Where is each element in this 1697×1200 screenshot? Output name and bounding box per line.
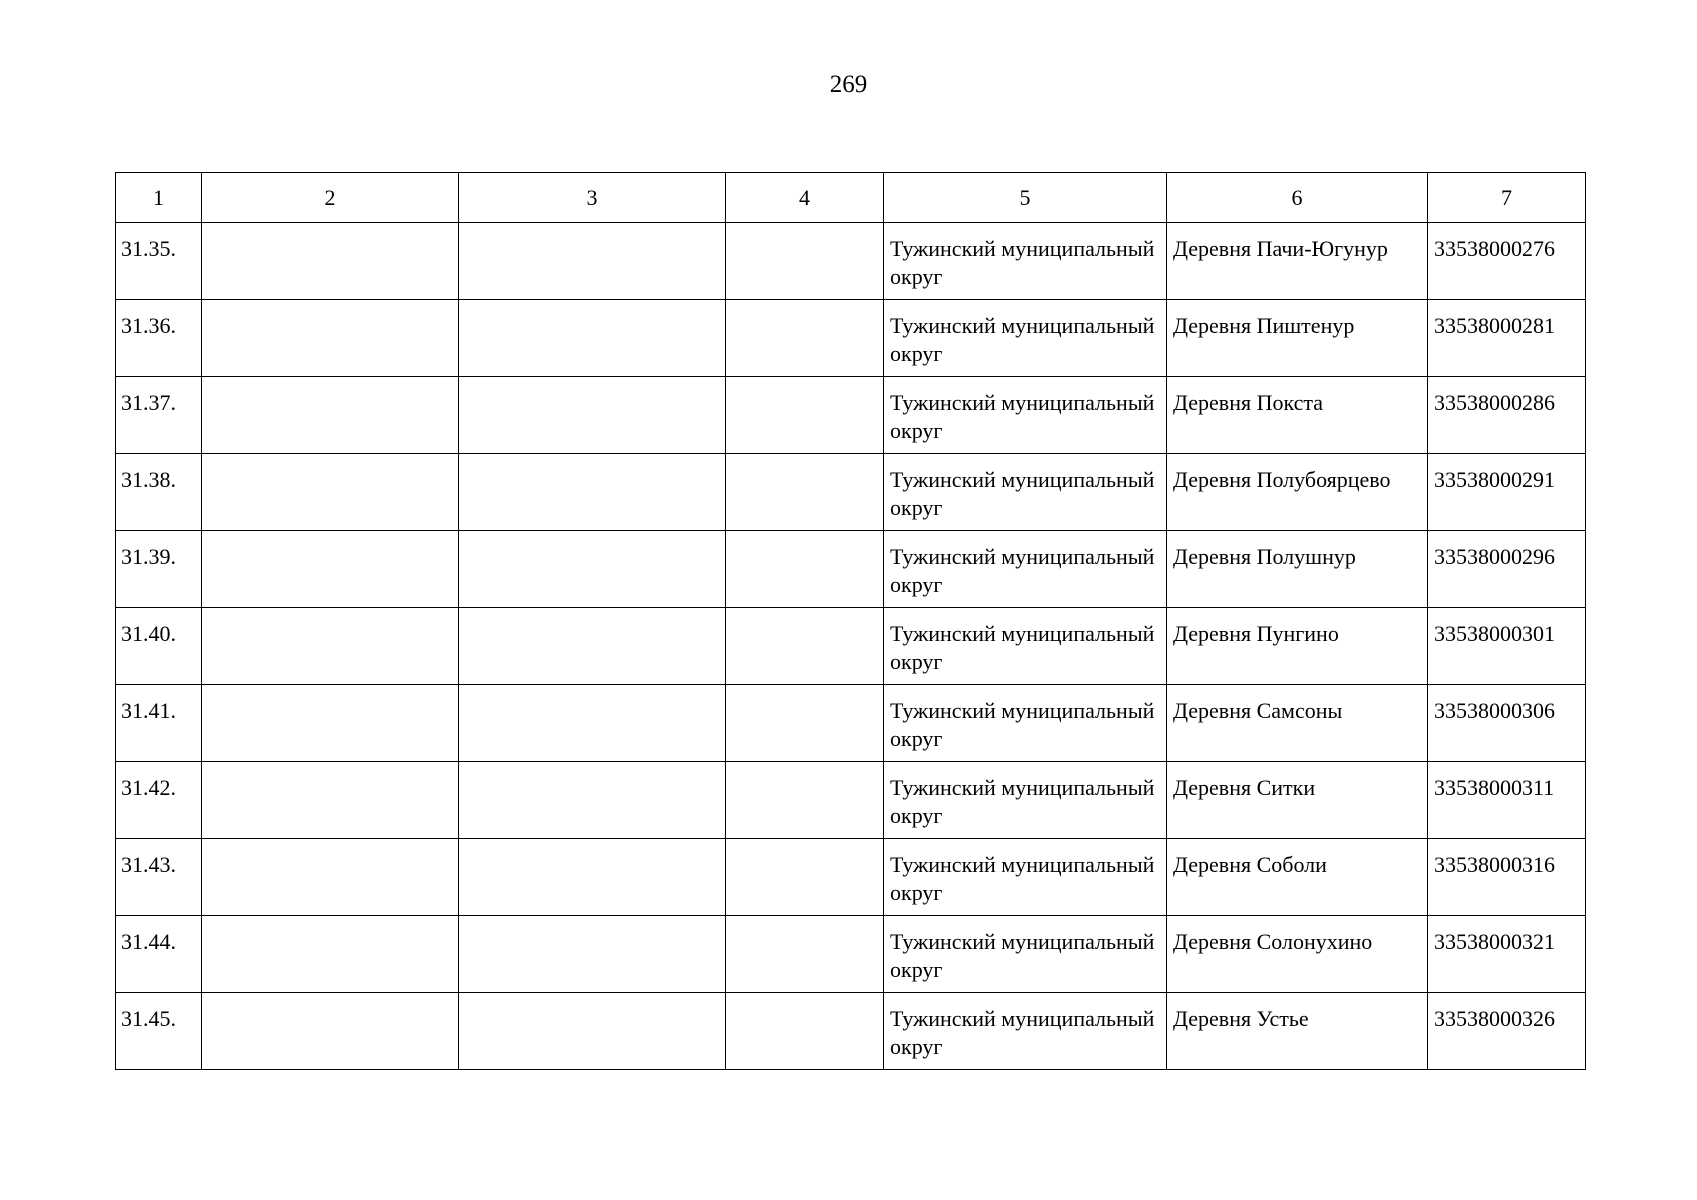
column-header-2: 2 xyxy=(202,173,459,223)
district-cell: Тужинский муниципальный округ xyxy=(884,916,1167,993)
table-row xyxy=(116,377,1586,454)
row-number-cell: 31.35. xyxy=(116,223,202,300)
column-2-cell xyxy=(202,377,459,454)
table-row xyxy=(116,454,1586,531)
column-4-cell xyxy=(726,300,884,377)
table-row xyxy=(116,223,1586,300)
oktmo-code-cell: 33538000316 xyxy=(1428,839,1586,916)
column-3-cell xyxy=(459,993,726,1070)
column-2-cell xyxy=(202,454,459,531)
oktmo-code-cell: 33538000301 xyxy=(1428,608,1586,685)
oktmo-code-cell: 33538000306 xyxy=(1428,685,1586,762)
settlement-cell: Деревня Самсоны xyxy=(1167,685,1428,762)
column-2-cell xyxy=(202,223,459,300)
district-cell: Тужинский муниципальный округ xyxy=(884,993,1167,1070)
column-4-cell xyxy=(726,685,884,762)
district-cell: Тужинский муниципальный округ xyxy=(884,839,1167,916)
column-4-cell xyxy=(726,608,884,685)
table-row xyxy=(116,993,1586,1070)
oktmo-code-cell: 33538000286 xyxy=(1428,377,1586,454)
settlement-cell: Деревня Устье xyxy=(1167,993,1428,1070)
row-number-cell: 31.36. xyxy=(116,300,202,377)
row-number-cell: 31.40. xyxy=(116,608,202,685)
column-3-cell xyxy=(459,685,726,762)
registry-table xyxy=(115,172,1586,1070)
column-2-cell xyxy=(202,762,459,839)
row-number-cell: 31.44. xyxy=(116,916,202,993)
column-4-cell xyxy=(726,531,884,608)
column-3-cell xyxy=(459,531,726,608)
row-number-cell: 31.37. xyxy=(116,377,202,454)
header-row xyxy=(116,173,1586,223)
column-2-cell xyxy=(202,685,459,762)
column-header-7: 7 xyxy=(1428,173,1586,223)
oktmo-code-cell: 33538000311 xyxy=(1428,762,1586,839)
column-3-cell xyxy=(459,454,726,531)
settlement-cell: Деревня Ситки xyxy=(1167,762,1428,839)
row-number-cell: 31.42. xyxy=(116,762,202,839)
column-3-cell xyxy=(459,839,726,916)
column-2-cell xyxy=(202,916,459,993)
settlement-cell: Деревня Пачи-Югунур xyxy=(1167,223,1428,300)
district-cell: Тужинский муниципальный округ xyxy=(884,608,1167,685)
settlement-cell: Деревня Пиштенур xyxy=(1167,300,1428,377)
district-cell: Тужинский муниципальный округ xyxy=(884,300,1167,377)
oktmo-code-cell: 33538000291 xyxy=(1428,454,1586,531)
settlement-cell: Деревня Соболи xyxy=(1167,839,1428,916)
table-row xyxy=(116,685,1586,762)
column-2-cell xyxy=(202,608,459,685)
column-4-cell xyxy=(726,916,884,993)
column-3-cell xyxy=(459,223,726,300)
oktmo-code-cell: 33538000296 xyxy=(1428,531,1586,608)
column-4-cell xyxy=(726,993,884,1070)
oktmo-code-cell: 33538000321 xyxy=(1428,916,1586,993)
oktmo-code-cell: 33538000281 xyxy=(1428,300,1586,377)
row-number-cell: 31.38. xyxy=(116,454,202,531)
table-header xyxy=(116,173,1586,223)
row-number-cell: 31.39. xyxy=(116,531,202,608)
table-body xyxy=(116,223,1586,1070)
district-cell: Тужинский муниципальный округ xyxy=(884,223,1167,300)
column-header-5: 5 xyxy=(884,173,1167,223)
table-row xyxy=(116,300,1586,377)
district-cell: Тужинский муниципальный округ xyxy=(884,454,1167,531)
settlement-cell: Деревня Пунгино xyxy=(1167,608,1428,685)
column-2-cell xyxy=(202,531,459,608)
oktmo-code-cell: 33538000326 xyxy=(1428,993,1586,1070)
column-4-cell xyxy=(726,762,884,839)
column-header-6: 6 xyxy=(1167,173,1428,223)
settlement-cell: Деревня Покста xyxy=(1167,377,1428,454)
district-cell: Тужинский муниципальный округ xyxy=(884,377,1167,454)
row-number-cell: 31.45. xyxy=(116,993,202,1070)
column-3-cell xyxy=(459,608,726,685)
page-number: 269 xyxy=(829,71,868,98)
column-2-cell xyxy=(202,993,459,1070)
column-header-1: 1 xyxy=(116,173,202,223)
row-number-cell: 31.43. xyxy=(116,839,202,916)
settlement-cell: Деревня Солонухино xyxy=(1167,916,1428,993)
table-row xyxy=(116,839,1586,916)
column-2-cell xyxy=(202,300,459,377)
column-header-4: 4 xyxy=(726,173,884,223)
settlement-cell: Деревня Полубоярцево xyxy=(1167,454,1428,531)
district-cell: Тужинский муниципальный округ xyxy=(884,531,1167,608)
table-row xyxy=(116,531,1586,608)
column-3-cell xyxy=(459,300,726,377)
column-2-cell xyxy=(202,839,459,916)
district-cell: Тужинский муниципальный округ xyxy=(884,762,1167,839)
column-4-cell xyxy=(726,839,884,916)
column-header-3: 3 xyxy=(459,173,726,223)
district-cell: Тужинский муниципальный округ xyxy=(884,685,1167,762)
row-number-cell: 31.41. xyxy=(116,685,202,762)
column-4-cell xyxy=(726,454,884,531)
column-3-cell xyxy=(459,916,726,993)
table-row xyxy=(116,608,1586,685)
settlement-cell: Деревня Полушнур xyxy=(1167,531,1428,608)
column-4-cell xyxy=(726,377,884,454)
table-row xyxy=(116,762,1586,839)
table-row xyxy=(116,916,1586,993)
column-3-cell xyxy=(459,762,726,839)
column-3-cell xyxy=(459,377,726,454)
column-4-cell xyxy=(726,223,884,300)
oktmo-code-cell: 33538000276 xyxy=(1428,223,1586,300)
